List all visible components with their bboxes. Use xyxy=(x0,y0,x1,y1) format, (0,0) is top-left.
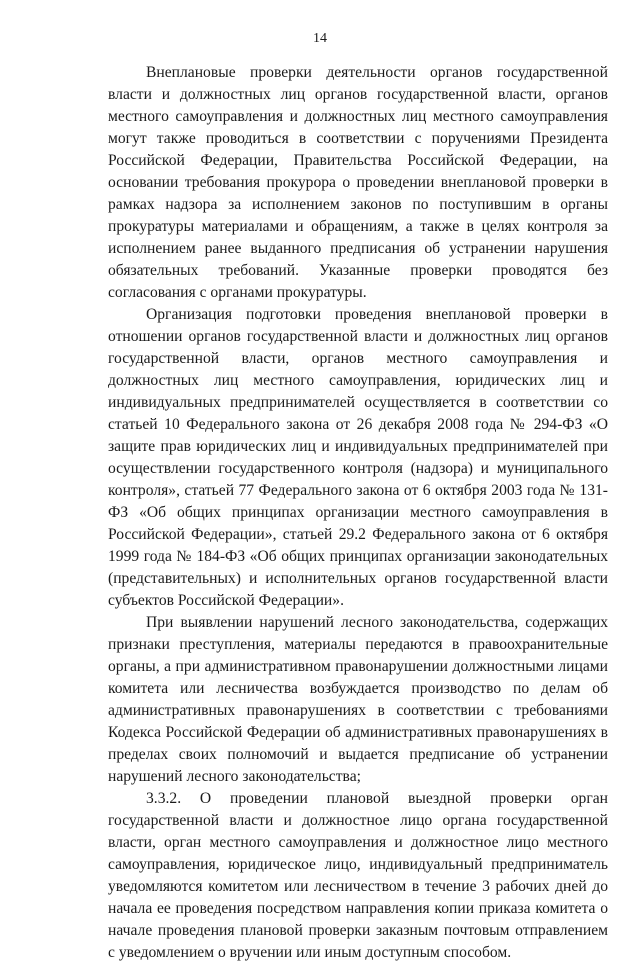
paragraph-unscheduled-inspections: Внеплановые проверки деятельности органов государственной власти и должностных лиц органов государственной власти, органов местного самоуправления и должностных лиц местного самоуправления могут также проводиться в соответствии с поручениями Президента Российской Федерации, Правительства Российской Федерации, на основании требования прокурора о проведении внеплановой проверки в рамках надзора за исполнением законов по поступившим в органы прокуратуры материалами и обращениям, а также в целях контроля за исполнением ранее выданного предписания об устранении нарушения обязательных требований. Указанные проверки проводятся без согласования с органами прокуратуры. xyxy=(108,64,608,301)
paragraph-section-3-3-2: 3.3.2. О проведении плановой выездной проверки орган государственной власти и должностное лицо органа государственной власти, орган местного самоуправления и должностное лицо местного самоуправления, юридическое лицо, индивидуальный предприниматель уведомляются комитетом или лесничеством в течение 3 рабочих дней до начала ее проведения посредством направления копии приказа комитета о начале проведения плановой проверки заказным почтовым отправлением с уведомлением о вручении или иным доступным способом. xyxy=(108,790,608,961)
document-body xyxy=(108,62,608,964)
paragraph-inspection-organization: Организация подготовки проведения внеплановой проверки в отношении органов государственной власти и должностных лиц органов государственной власти, органов местного самоуправления и должностных лиц местного самоуправления, юридических лиц и индивидуальных предпринимателей осуществляется в соответствии со статьей 10 Федерального закона от 26 декабря 2008 года № 294-ФЗ «О защите прав юридических лиц и индивидуальных предпринимателей при осуществлении государственного контроля (надзора) и муниципального контроля», статьей 77 Федерального закона от 6 октября 2003 года № 131-ФЗ «Об общих принципах организации местного самоуправления в Российской Федерации», статьей 29.2 Федерального закона от 6 октября 1999 года № 184-ФЗ «Об общих принципах организации законодательных (представительных) и исполнительных органов государственной власти субъектов Российской Федерации». xyxy=(108,306,608,609)
paragraph-violations-detection: При выявлении нарушений лесного законодательства, содержащих признаки преступления, материалы передаются в правоохранительные органы, а при административном правонарушении должностными лицами комитета или лесничества возбуждается производство по делам об административных правонарушениях в соответствии с требованиями Кодекса Российской Федерации об административных правонарушениях в пределах своих полномочий и выдается предписание об устранении нарушений лесного законодательства; xyxy=(108,614,608,785)
page-number: 14 xyxy=(313,31,327,46)
